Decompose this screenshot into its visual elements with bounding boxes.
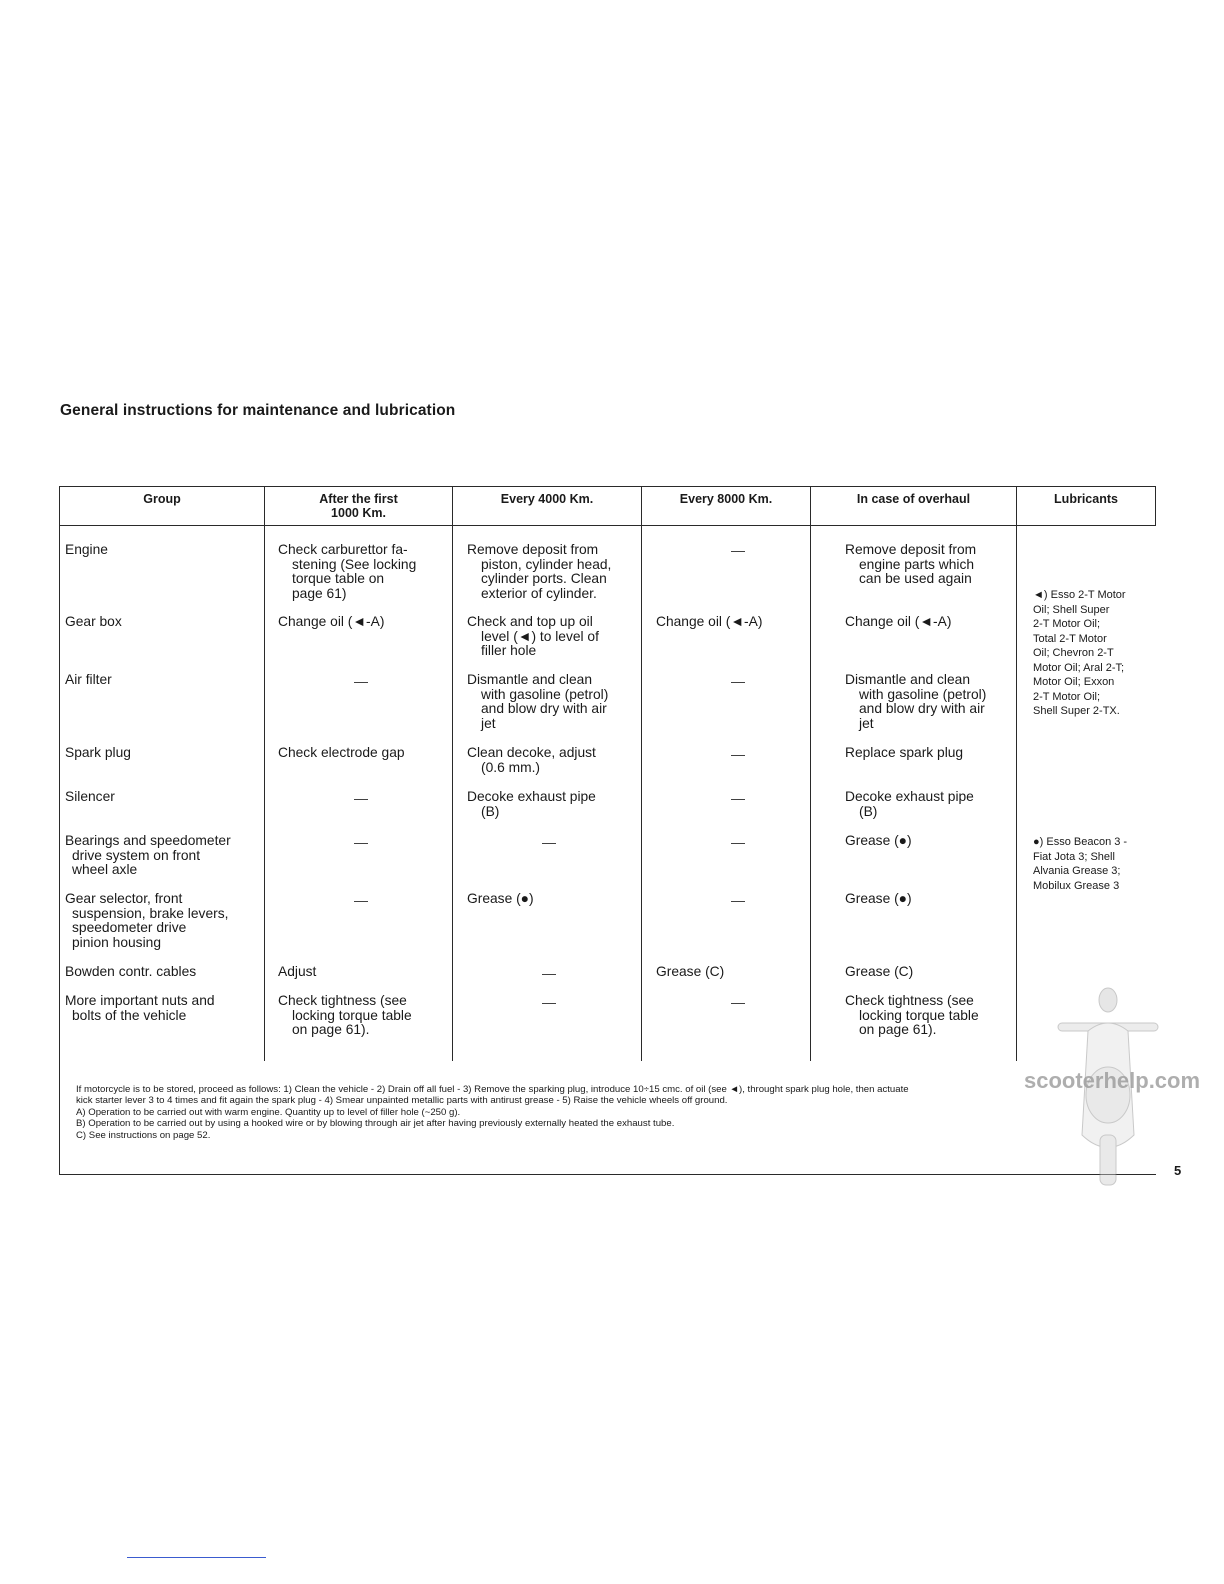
footnote-line: If motorcycle is to be stored, proceed as follows: 1) Clean the vehicle - 2) Drain off all fuel - 3) Remove the sparking plug, introduce 10÷15 cmc. of oil (see ◄), throught spark plug hole, then actuate — [76, 1084, 909, 1095]
lubricant-line: 2-T Motor Oil; — [1033, 690, 1101, 703]
cell-4000-silencer — [467, 790, 596, 819]
cell-line: Dismantle and clean — [845, 672, 971, 687]
group-label: Air filter — [65, 672, 112, 687]
cell-line: Check and top up oil — [467, 614, 593, 629]
cell-line: Remove deposit from — [845, 542, 977, 557]
column-divider — [810, 486, 811, 1061]
cell-4000-gear-box — [467, 615, 599, 659]
cell-first-gear-box — [278, 615, 384, 630]
cell-8000-gear-box: Change oil (◄-A) — [656, 614, 763, 629]
lubricants-oil — [1033, 588, 1126, 719]
cell-4000-bowden-cables: — — [542, 965, 556, 981]
cell-8000-gear-selector: — — [731, 892, 745, 908]
header-after-first-1000: After the first 1000 Km. — [319, 492, 398, 520]
cell-line: Decoke exhaust pipe — [845, 789, 974, 804]
cell-first-air-filter: — — [354, 673, 368, 689]
group-label: Gear selector, front — [65, 891, 183, 906]
lubricant-line: Oil; Chevron 2-T — [1033, 647, 1114, 659]
cell-4000-air-filter — [467, 673, 608, 731]
column-divider — [641, 486, 642, 1061]
lubricant-line: Alvania Grease 3; — [1033, 865, 1121, 877]
cell-line: (B) — [859, 803, 878, 819]
cell-first-gear-selector: — — [354, 892, 368, 908]
group-label: Spark plug — [65, 745, 131, 760]
cell-overhaul-bearings — [845, 834, 912, 849]
cell-8000-bearings: — — [731, 834, 745, 850]
watermark: scooterhelp.com — [1024, 1068, 1201, 1093]
lubricant-line: Total 2-T Motor — [1033, 632, 1107, 645]
header-every-8000: Every 8000 Km. — [679, 492, 773, 506]
cell-line: Grease (●) — [845, 833, 912, 848]
cell-line: jet — [859, 715, 874, 731]
cell-4000-spark-plug — [467, 746, 596, 775]
cell-line: page 61) — [292, 585, 347, 601]
lubricant-line: Oil; Shell Super — [1033, 603, 1110, 616]
lubricant-line: Fiat Jota 3; Shell — [1033, 850, 1115, 863]
cell-4000-nuts-bolts: — — [542, 994, 556, 1010]
footnote-line: C) See instructions on page 52. — [76, 1129, 211, 1141]
cell-line: Grease (C) — [845, 964, 914, 979]
cell-overhaul-silencer — [845, 790, 974, 819]
cell-4000-bearings: — — [542, 834, 556, 850]
cell-line: on page 61). — [292, 1022, 370, 1038]
cell-line: level (◄) to level of — [481, 628, 599, 644]
table-row-nuts-bolts — [65, 994, 215, 1023]
cell-line: Check tightness (see — [845, 993, 974, 1008]
lubricant-line: Motor Oil; Aral 2-T; — [1033, 661, 1125, 674]
cell-8000-engine: — — [731, 542, 745, 558]
group-label: suspension, brake levers, — [72, 905, 229, 921]
table-row-air-filter — [65, 673, 112, 688]
table-row-gear-box — [65, 615, 122, 630]
table-row-bowden-cables — [65, 965, 196, 980]
cell-first-nuts-bolts — [278, 994, 412, 1038]
cell-first-spark-plug — [278, 746, 405, 761]
cell-first-silencer: — — [354, 790, 368, 806]
group-label: drive system on front — [72, 847, 201, 863]
cell-line: with gasoline (petrol) — [481, 686, 609, 702]
cell-line: can be used again — [859, 571, 972, 587]
cell-line: Check electrode gap — [278, 745, 405, 760]
cell-line: Remove deposit from — [467, 542, 599, 557]
cell-overhaul-engine — [845, 543, 976, 587]
cell-line: on page 61). — [859, 1022, 937, 1038]
group-label: Engine — [65, 542, 108, 557]
group-label: Bowden contr. cables — [65, 964, 197, 979]
page-number: 5 — [1174, 1163, 1182, 1178]
cell-overhaul-bowden-cables — [845, 965, 913, 980]
group-label: bolts of the vehicle — [72, 1007, 187, 1023]
group-label: Bearings and speedometer — [65, 833, 231, 848]
cell-overhaul-nuts-bolts — [845, 994, 979, 1038]
lubricants-grease — [1033, 835, 1127, 893]
cell-line: cylinder ports. Clean — [481, 571, 607, 587]
page-title: General instructions for maintenance and lubrication — [60, 402, 456, 419]
group-label: Silencer — [65, 789, 115, 804]
cell-line: with gasoline (petrol) — [859, 686, 987, 702]
footnotes — [76, 1084, 909, 1141]
cell-line: Decoke exhaust pipe — [467, 789, 596, 804]
table-row-silencer — [65, 790, 115, 805]
lubricant-line: Shell Super 2-TX. — [1033, 705, 1120, 717]
cell-8000-air-filter: — — [731, 673, 745, 689]
cell-line: Check tightness (see — [278, 993, 407, 1008]
lubricant-line: Mobilux Grease 3 — [1033, 879, 1120, 892]
group-label: Gear box — [65, 614, 122, 629]
cell-8000-spark-plug: — — [731, 746, 745, 762]
cell-line: filler hole — [481, 643, 537, 659]
cell-8000-nuts-bolts: — — [731, 994, 745, 1010]
cell-line: Grease (●) — [467, 891, 534, 906]
cell-first-engine — [278, 543, 416, 601]
lubricant-line: 2-T Motor Oil; — [1033, 618, 1101, 630]
cell-8000-bowden-cables: Grease (C) — [656, 964, 725, 979]
cell-line: exterior of cylinder. — [481, 585, 597, 601]
column-divider — [1016, 486, 1017, 1061]
lubricant-line: ●) Esso Beacon 3 - — [1033, 836, 1128, 848]
cell-overhaul-spark-plug — [845, 746, 963, 761]
cell-line: and blow dry with air — [859, 701, 985, 717]
cell-line: Change oil (◄-A) — [278, 614, 385, 629]
cell-4000-gear-selector — [467, 892, 534, 907]
group-label: wheel axle — [72, 862, 138, 878]
lubricant-line: Motor Oil; Exxon — [1033, 676, 1115, 688]
cell-line: Dismantle and clean — [467, 672, 593, 687]
header-every-4000: Every 4000 Km. — [500, 492, 594, 506]
cell-line: locking torque table — [859, 1007, 979, 1023]
header-overhaul: In case of overhaul — [856, 492, 971, 506]
cell-line: torque table on — [292, 571, 385, 587]
footnote-line: B) Operation to be carried out by using a hooked wire or by blowing through air jet after having previously externally heated the exhaust tube. — [76, 1118, 675, 1130]
bottom-rule — [127, 1557, 266, 1558]
cell-line: Change oil (◄-A) — [845, 614, 952, 629]
cell-line: (0.6 mm.) — [481, 759, 541, 775]
cell-line: (B) — [481, 803, 500, 819]
cell-first-bowden-cables — [278, 965, 316, 980]
group-label: pinion housing — [72, 934, 161, 950]
cell-line: Replace spark plug — [845, 745, 964, 760]
cell-line: engine parts which — [859, 556, 975, 572]
header-group: Group — [143, 492, 181, 506]
lubricant-line: ◄) Esso 2-T Motor — [1033, 589, 1126, 601]
cell-line: Check carburettor fa- — [278, 542, 408, 557]
cell-line: jet — [481, 715, 496, 731]
cell-line: Adjust — [278, 964, 317, 979]
cell-line: Clean decoke, adjust — [467, 745, 596, 760]
cell-overhaul-gear-box — [845, 615, 951, 630]
cell-4000-engine — [467, 543, 611, 601]
table-row-bearings — [65, 834, 231, 878]
cell-first-bearings: — — [354, 834, 368, 850]
cell-overhaul-air-filter — [845, 673, 986, 731]
group-label: speedometer drive — [72, 920, 187, 936]
cell-line: stening (See locking — [292, 556, 417, 572]
cell-line: locking torque table — [292, 1007, 412, 1023]
column-divider — [452, 486, 453, 1061]
footnote-line: kick starter lever 3 to 4 times and fit again the spark plug - 4) Smear unpainted metallic parts with antirust grease - 5) Raise the vehicle wheels off ground. — [76, 1095, 728, 1107]
column-divider — [264, 486, 265, 1061]
cell-8000-silencer: — — [731, 790, 745, 806]
footnote-line: A) Operation to be carried out with warm engine. Quantity up to level of filler hole (~250 g). — [76, 1106, 461, 1118]
cell-line: Grease (●) — [845, 891, 912, 906]
header-lubricants: Lubricants — [1054, 492, 1118, 506]
group-label: More important nuts and — [65, 993, 215, 1008]
table-row-engine — [65, 543, 108, 558]
cell-line: and blow dry with air — [481, 701, 607, 717]
cell-overhaul-gear-selector — [845, 892, 912, 907]
table-row-gear-selector — [65, 892, 228, 950]
table-row-spark-plug — [65, 746, 131, 761]
cell-line: piston, cylinder head, — [481, 556, 612, 572]
